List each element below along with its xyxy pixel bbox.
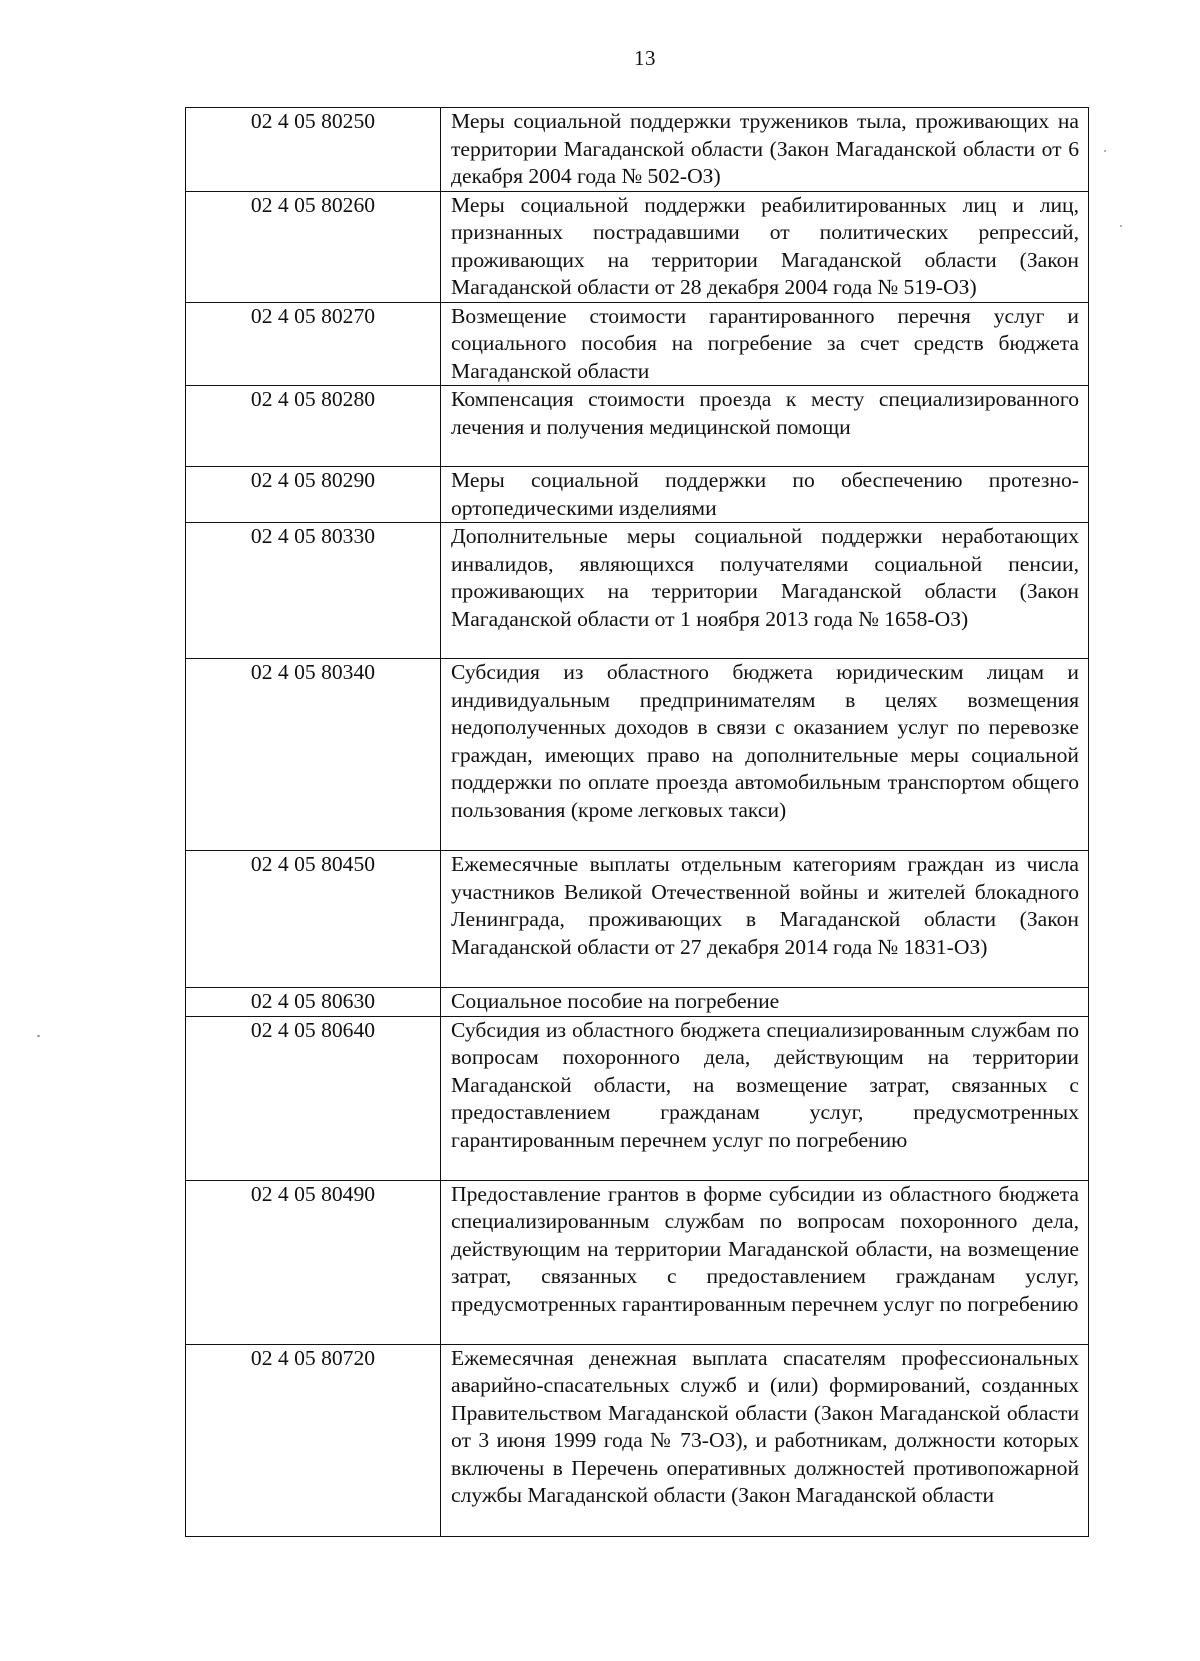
expense-description: Ежемесячные выплаты отдельным категориям граждан из числа участников Великой Отечественной войны и жителей блокадного Ленинграда, проживающих в Магаданской области (Закон Магаданской области от 27 декабря 2014 года № 1831-ОЗ) <box>441 851 1089 988</box>
classification-code: 02 4 05 80280 <box>186 386 441 467</box>
scan-artifact <box>1120 225 1122 227</box>
classification-code: 02 4 05 80640 <box>186 1016 441 1180</box>
expense-description: Субсидия из областного бюджета юридическим лицам и индивидуальным предпринимателям в целях возмещения недополученных доходов в связи с оказанием услуг по перевозке граждан, имеющих право на дополнительные меры социальной поддержки по оплате проезда автомобильным транспортом общего пользования (кроме легковых такси) <box>441 659 1089 851</box>
table-row <box>186 467 1089 523</box>
classification-code: 02 4 05 80250 <box>186 108 441 192</box>
expense-description: Субсидия из областного бюджета специализированным службам по вопросам похоронного дела, действующим на территории Магаданской области, на возмещение затрат, связанных с предоставлением гражданам услуг, предусмотренных гарантированным перечнем услуг по погребению <box>441 1016 1089 1180</box>
classification-code: 02 4 05 80270 <box>186 302 441 386</box>
table-row <box>186 1180 1089 1344</box>
classification-code: 02 4 05 80630 <box>186 988 441 1017</box>
classification-code: 02 4 05 80290 <box>186 467 441 523</box>
classification-code: 02 4 05 80260 <box>186 191 441 302</box>
page-number: 13 <box>634 46 656 70</box>
table-row <box>186 1016 1089 1180</box>
expense-description: Социальное пособие на погребение <box>441 988 1089 1017</box>
expense-description: Ежемесячная денежная выплата спасателям профессиональных аварийно-спасательных служб и (или) формирований, созданных Правительством Магаданской области (Закон Магаданской области от 3 июня 1999 года № 73-ОЗ), и работникам, должности которых включены в Перечень оперативных должностей противопожарной службы Магаданской области (Закон Магаданской области <box>441 1344 1089 1536</box>
expense-description: Предоставление грантов в форме субсидии из областного бюджета специализированным службам по вопросам похоронного дела, действующим на территории Магаданской области, на возмещение затрат, связанных с предоставлением гражданам услуг, предусмотренных гарантированным перечнем услуг по погребению <box>441 1180 1089 1344</box>
table-row <box>186 988 1089 1017</box>
scan-artifact <box>37 1035 40 1037</box>
table-row <box>186 302 1089 386</box>
table-row <box>186 851 1089 988</box>
table-row <box>186 659 1089 851</box>
table-row <box>186 523 1089 659</box>
table-row <box>186 191 1089 302</box>
classification-code: 02 4 05 80720 <box>186 1344 441 1536</box>
classification-code: 02 4 05 80450 <box>186 851 441 988</box>
classification-code: 02 4 05 80340 <box>186 659 441 851</box>
expense-description: Возмещение стоимости гарантированного перечня услуг и социального пособия на погребение за счет средств бюджета Магаданской области <box>441 302 1089 386</box>
expense-description: Меры социальной поддержки по обеспечению протезно-ортопедическими изделиями <box>441 467 1089 523</box>
table-row <box>186 108 1089 192</box>
expense-description: Меры социальной поддержки тружеников тыла, проживающих на территории Магаданской области (Закон Магаданской области от 6 декабря 2004 года № 502-ОЗ) <box>441 108 1089 192</box>
table-row <box>186 1344 1089 1536</box>
scan-artifact <box>1104 150 1106 152</box>
expense-description: Дополнительные меры социальной поддержки неработающих инвалидов, являющихся получателями социальной пенсии, проживающих на территории Магаданской области (Закон Магаданской области от 1 ноября 2013 года № 1658-ОЗ) <box>441 523 1089 659</box>
classification-code: 02 4 05 80330 <box>186 523 441 659</box>
budget-classification-table <box>185 107 1089 1537</box>
expense-description: Меры социальной поддержки реабилитированных лиц и лиц, признанных пострадавшими от политических репрессий, проживающих на территории Магаданской области (Закон Магаданской области от 28 декабря 2004 года № 519-ОЗ) <box>441 191 1089 302</box>
expense-description: Компенсация стоимости проезда к месту специализированного лечения и получения медицинской помощи <box>441 386 1089 467</box>
table-row <box>186 386 1089 467</box>
classification-code: 02 4 05 80490 <box>186 1180 441 1344</box>
